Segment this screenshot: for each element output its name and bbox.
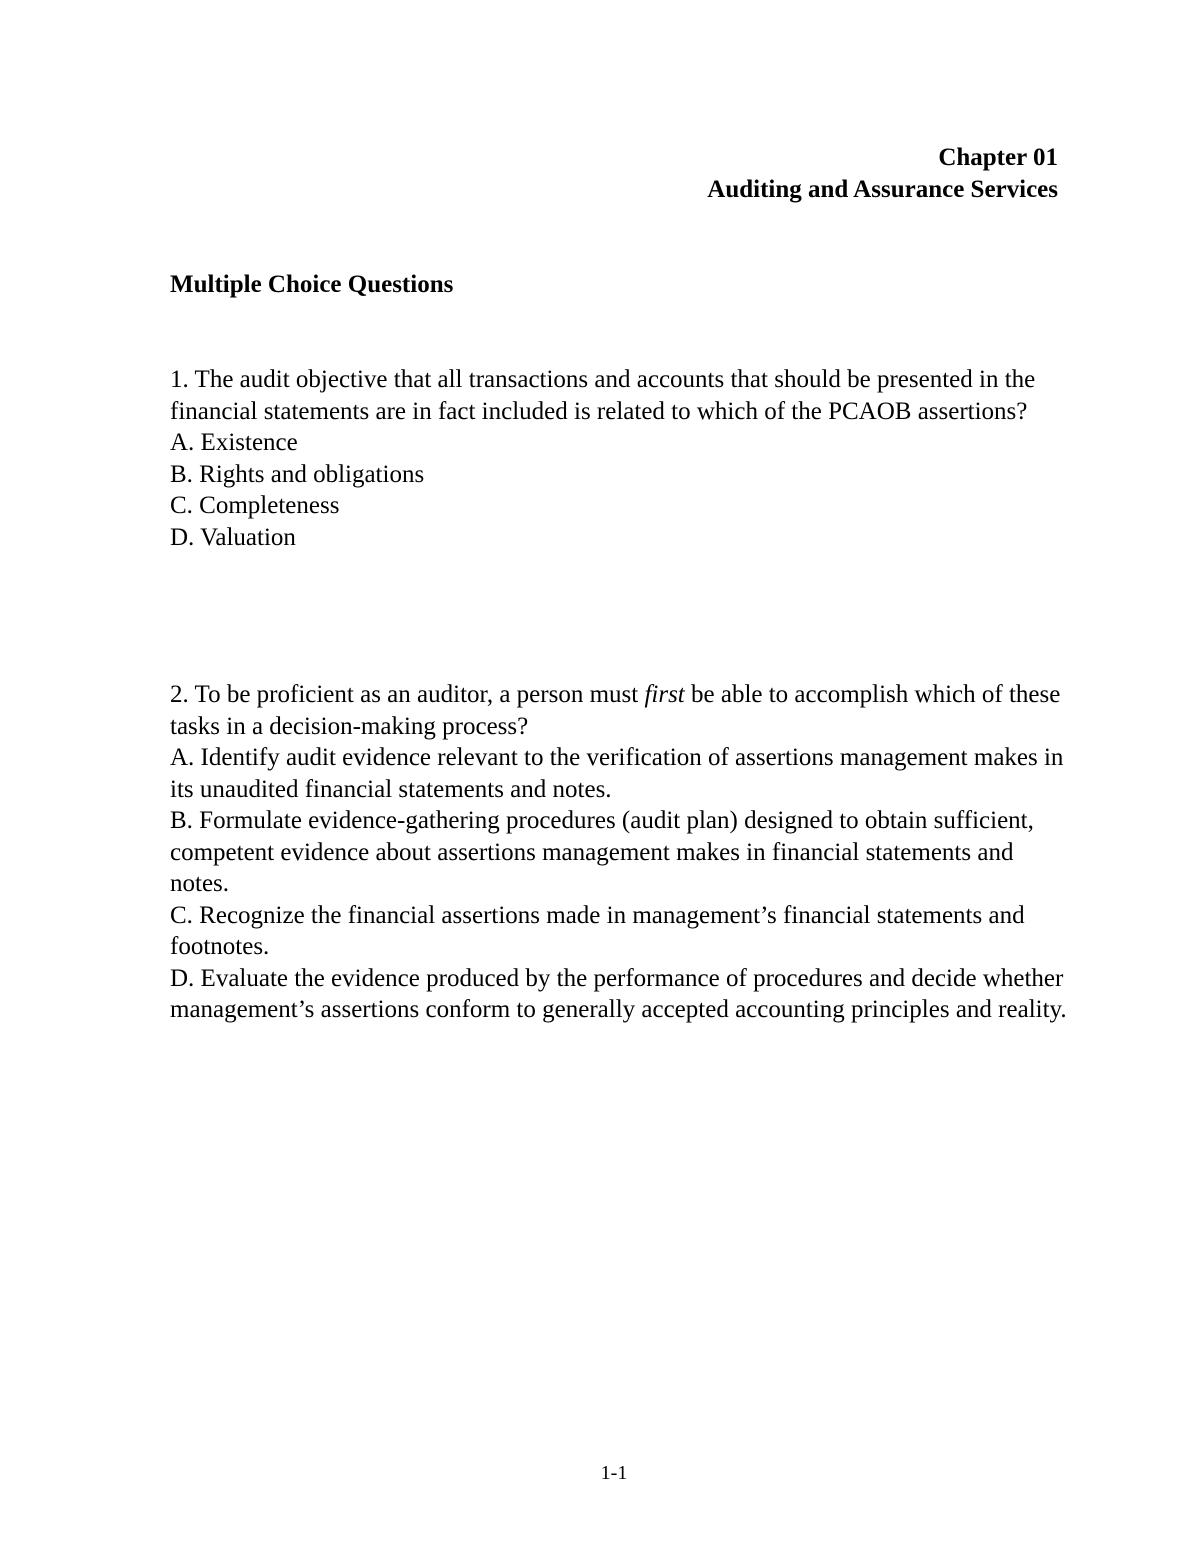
question-2-option-c: C. Recognize the financial assertions made in management’s financial statements and footnotes.: [170, 901, 1025, 960]
question-1-option-d: D. Valuation: [170, 523, 296, 551]
question-1-option-a: A. Existence: [170, 429, 298, 456]
question-1-option-c: C. Completeness: [170, 492, 340, 519]
question-2-stem-start: 2. To be proficient as an auditor, a person must: [170, 681, 645, 708]
question-2-stem-end: be able to accomplish which of these tasks in a decision-making process?: [170, 681, 1061, 740]
chapter-title: Auditing and Assurance Services: [707, 176, 1058, 203]
chapter-header: [707, 142, 1058, 206]
section-title: Multiple Choice Questions: [170, 271, 454, 298]
question-2: [170, 679, 1070, 1026]
question-1-option-b: B. Rights and obligations: [170, 460, 425, 488]
chapter-number: Chapter 01: [938, 144, 1058, 171]
question-1-stem: 1. The audit objective that all transactions and accounts that should be presented in the financial statements are in fact included is related to which of the PCAOB assertions?: [170, 366, 1036, 425]
question-1: [170, 364, 1070, 553]
question-2-option-b: B. Formulate evidence-gathering procedures (audit plan) designed to obtain sufficient, competent evidence about assertions management makes in financial statements and notes.: [170, 807, 1034, 897]
question-2-stem-emphasis: first: [644, 681, 685, 708]
question-2-stem: [170, 679, 1070, 742]
question-2-option-a: A. Identify audit evidence relevant to the verification of assertions management makes in its unaudited financial statements and notes.: [170, 744, 1064, 803]
page-number: 1-1: [600, 1462, 628, 1484]
question-2-option-d: D. Evaluate the evidence produced by the performance of procedures and decide whether management’s assertions conform to generally accepted accounting principles and reality.: [170, 964, 1067, 1023]
